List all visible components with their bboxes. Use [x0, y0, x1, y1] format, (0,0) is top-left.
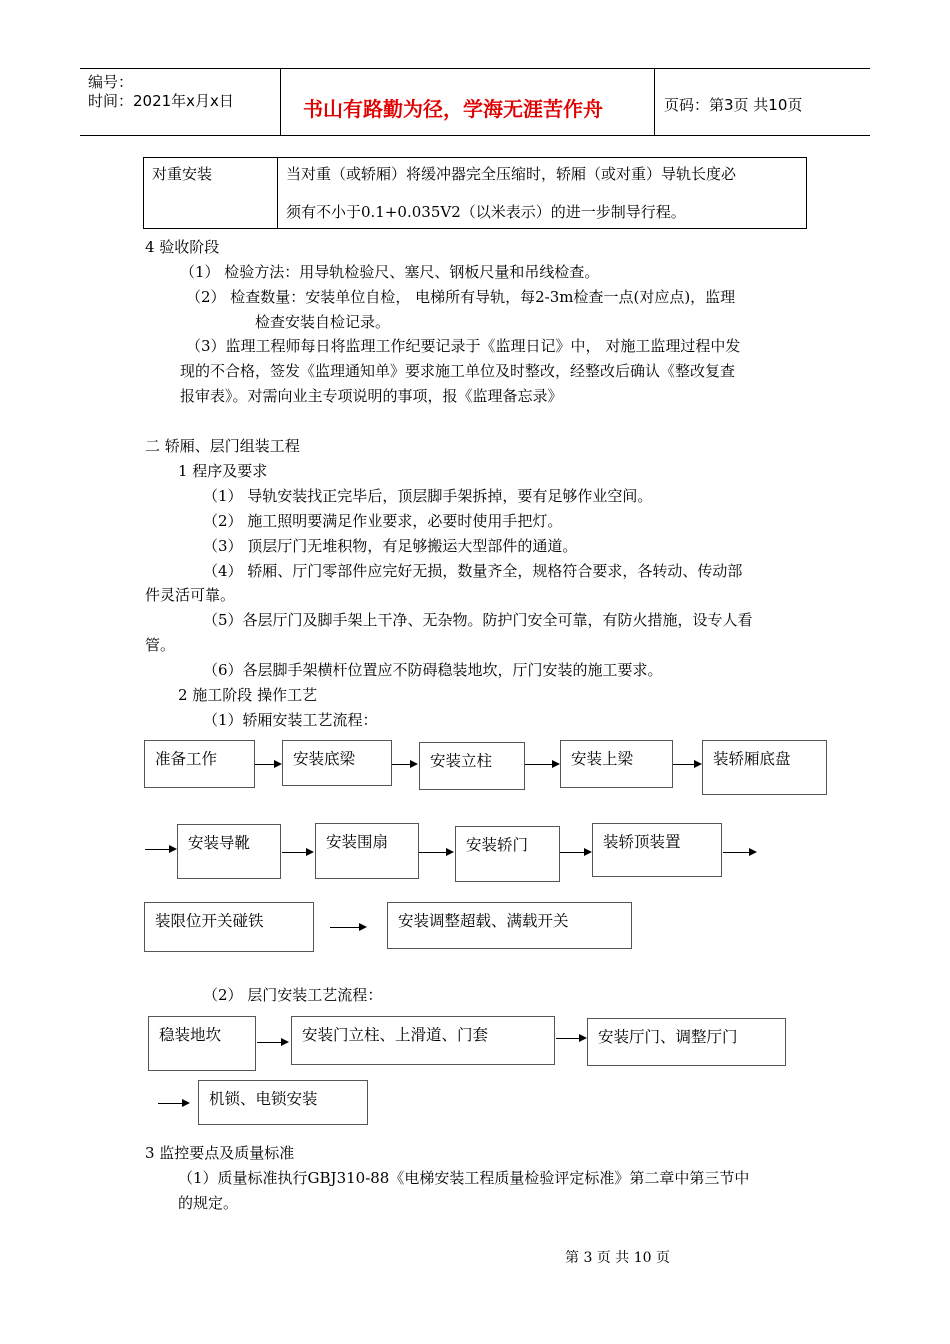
paragraph-line: 的规定。 — [178, 1194, 239, 1212]
flow-arrow — [330, 927, 365, 928]
paragraph-line: （1） 检验方法：用导轨检验尺、塞尺、钢板尺量和吊线检查。 — [180, 263, 600, 281]
flow-arrow — [158, 1103, 188, 1104]
flow-arrow — [673, 764, 700, 765]
flow-arrow — [560, 852, 590, 853]
header-divider — [280, 68, 281, 136]
flow-title: （1）轿厢安装工艺流程： — [203, 711, 378, 729]
flow-arrow — [525, 764, 558, 765]
header-motto: 书山有路勤为径，学海无涯苦作舟 — [303, 97, 603, 121]
paragraph-line: （1）质量标准执行GBJ310-88《电梯安装工程质量检验评定标准》第二章中第三节中 — [178, 1169, 750, 1187]
paragraph-line: （3） 顶层厅门无堆积物，有足够搬运大型部件的通道。 — [203, 537, 578, 555]
header-page-info: 页码：第3页 共10页 — [664, 96, 803, 114]
flow-step: 安装厅门、调整厅门 — [587, 1018, 786, 1066]
subsection-heading: 1 程序及要求 — [178, 462, 268, 480]
flow-arrow — [556, 1038, 585, 1039]
table-text-line: 当对重（或轿厢）将缓冲器完全压缩时，轿厢（或对重）导轨长度必 — [286, 165, 737, 183]
section-heading: 二 轿厢、层门组装工程 — [145, 437, 300, 455]
flow-step: 安装轿门 — [455, 826, 560, 882]
footer-page-number: 第 3 页 共 10 页 — [565, 1250, 670, 1266]
paragraph-line: （5）各层厅门及脚手架上干净、无杂物。防护门安全可靠，有防火措施，设专人看 — [203, 611, 753, 629]
flow-arrow — [392, 764, 416, 765]
flow-step: 准备工作 — [144, 740, 255, 788]
paragraph-line: 报审表》。对需向业主专项说明的事项，报《监理备忘录》 — [180, 387, 563, 405]
table-label-cell: 对重安装 — [152, 165, 213, 183]
paragraph-line: 检查安装自检记录。 — [255, 313, 391, 331]
flow-step: 安装门立柱、上滑道、门套 — [291, 1016, 555, 1065]
flow-step: 安装导靴 — [177, 824, 281, 879]
flow-step: 安装围扇 — [315, 823, 419, 879]
flow-step: 机锁、电锁安装 — [198, 1080, 368, 1125]
flow-arrow — [723, 852, 755, 853]
table-text-line: 须有不小于0.1+0.035V2（以米表示）的进一步制导行程。 — [286, 203, 686, 221]
paragraph-line: （1） 导轨安装找正完毕后，顶层脚手架拆掉，要有足够作业空间。 — [203, 487, 653, 505]
flow-step: 稳装地坎 — [148, 1016, 256, 1071]
flow-arrow — [257, 1042, 287, 1043]
flow-step: 安装调整超载、满载开关 — [387, 902, 632, 949]
header-bottom-rule — [80, 135, 870, 136]
header-number: 编号： — [88, 73, 134, 91]
flow-step: 安装底梁 — [282, 740, 392, 786]
paragraph-line: （2） 施工照明要满足作业要求，必要时使用手把灯。 — [203, 512, 563, 530]
paragraph-line: 件灵活可靠。 — [145, 586, 236, 604]
paragraph-line: （4） 轿厢、厅门零部件应完好无损，数量齐全，规格符合要求，各转动、传动部 — [203, 562, 743, 580]
paragraph-line: （2） 检查数量：安装单位自检， 电梯所有导轨，每2-3m检查一点(对应点)，监理 — [186, 288, 736, 306]
paragraph-line: （3）监理工程师每日将监理工作纪要记录于《监理日记》中， 对施工监理过程中发 — [186, 337, 741, 355]
table-cell-divider — [277, 158, 278, 228]
flow-step: 安装上梁 — [560, 740, 673, 788]
flow-arrow — [255, 764, 280, 765]
section-heading: 4 验收阶段 — [145, 238, 220, 256]
flow-step: 装轿厢底盘 — [702, 740, 827, 795]
flow-step: 安装立柱 — [419, 742, 525, 790]
flow-arrow — [145, 849, 175, 850]
subsection-heading: 2 施工阶段 操作工艺 — [178, 686, 318, 704]
paragraph-line: 现的不合格，签发《监理通知单》要求施工单位及时整改，经整改后确认《整改复查 — [180, 362, 736, 380]
paragraph-line: （6）各层脚手架横杆位置应不防碍稳装地坎，厅门安装的施工要求。 — [203, 661, 663, 679]
header-date: 时间：2021年x月x日 — [88, 92, 234, 110]
header-divider — [654, 68, 655, 136]
flow-arrow — [282, 852, 312, 853]
section-heading: 3 监控要点及质量标准 — [145, 1144, 295, 1162]
flow-arrow — [419, 852, 452, 853]
flow-step: 装限位开关碰铁 — [144, 902, 314, 952]
flow-title: （2） 层门安装工艺流程： — [203, 986, 383, 1004]
flow-step: 装轿顶装置 — [592, 823, 722, 877]
header-top-rule — [80, 68, 870, 69]
paragraph-line: 管。 — [145, 636, 176, 654]
